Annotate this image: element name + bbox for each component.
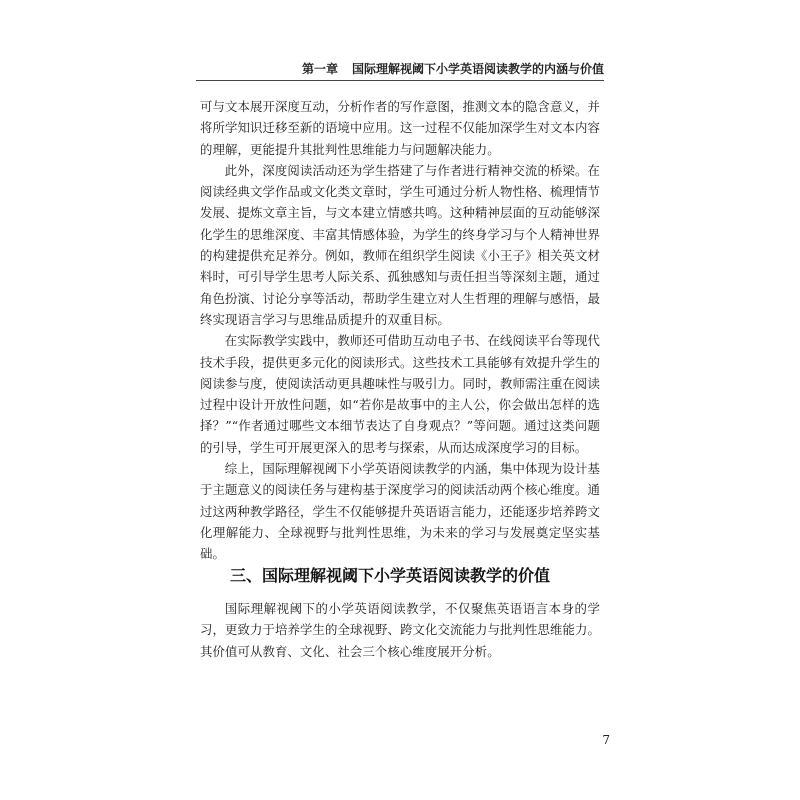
page-number: 7 [602, 733, 610, 747]
chapter-title: 国际理解视阈下小学英语阅读教学的内涵与价值 [351, 62, 604, 76]
header-rule [196, 80, 604, 81]
section-body [200, 598, 600, 662]
paragraph: 此外，深度阅读活动还为学生搭建了与作者进行精神交流的桥梁。在阅读经典文学作品或文化类文章时，学生可通过分析人物性格、梳理情节发展、提炼文章主旨，与文本建立情感共鸣。这种精神层面的互动能够深化学生的思维深度、丰富其情感体验，为学生的终身学习与个人精神世界的构建提供充足养分。例如，教师在组织学生阅读《小王子》相关英文材料时，可引导学生思考人际关系、孤独感知与责任担当等深刻主题，通过角色扮演、讨论分享等活动，帮助学生建立对人生哲理的理解与感悟，最终实现语言学习与思维品质提升的双重目标。 [200, 162, 600, 327]
paragraph: 在实际教学实践中，教师还可借助互动电子书、在线阅读平台等现代技术手段，提供更多元化的阅读形式。这些技术工具能够有效提升学生的阅读参与度，使阅读活动更具趣味性与吸引力。同时，教师需注重在阅读过程中设计开放性问题，如“若你是故事中的主人公，你会做出怎样的选择？”“作者通过哪些文本细节表达了自身观点？”等问题。通过这类问题的引导，学生可开展更深入的思考与探索，从而达成深度学习的目标。 [200, 333, 600, 455]
paragraph: 国际理解视阈下的小学英语阅读教学，不仅聚焦英语语言本身的学习，更致力于培养学生的全球视野、跨文化交流能力与批判性思维能力。其价值可从教育、文化、社会三个核心维度展开分析。 [200, 601, 600, 659]
body-text [200, 96, 600, 565]
paragraph: 综上，国际理解视阈下小学英语阅读教学的内涵，集中体现为设计基于主题意义的阅读任务与建构基于深度学习的阅读活动两个核心维度。通过这两种教学路径，学生不仅能够提升英语语言能力，还能逐步培养跨文化理解能力、全球视野与批判性思维，为未来的学习与发展奠定坚实基础。 [200, 461, 600, 562]
paragraph-continued: 可与文本展开深度互动，分析作者的写作意图，推测文本的隐含意义，并将所学知识迁移至新的语境中应用。这一过程不仅能加深学生对文本内容的理解，更能提升其批判性思维能力与问题解决能力。 [200, 99, 600, 157]
running-header [196, 60, 604, 77]
section-heading: 三、国际理解视阈下小学英语阅读教学的价值 [230, 566, 551, 585]
chapter-label: 第一章 [301, 62, 338, 76]
